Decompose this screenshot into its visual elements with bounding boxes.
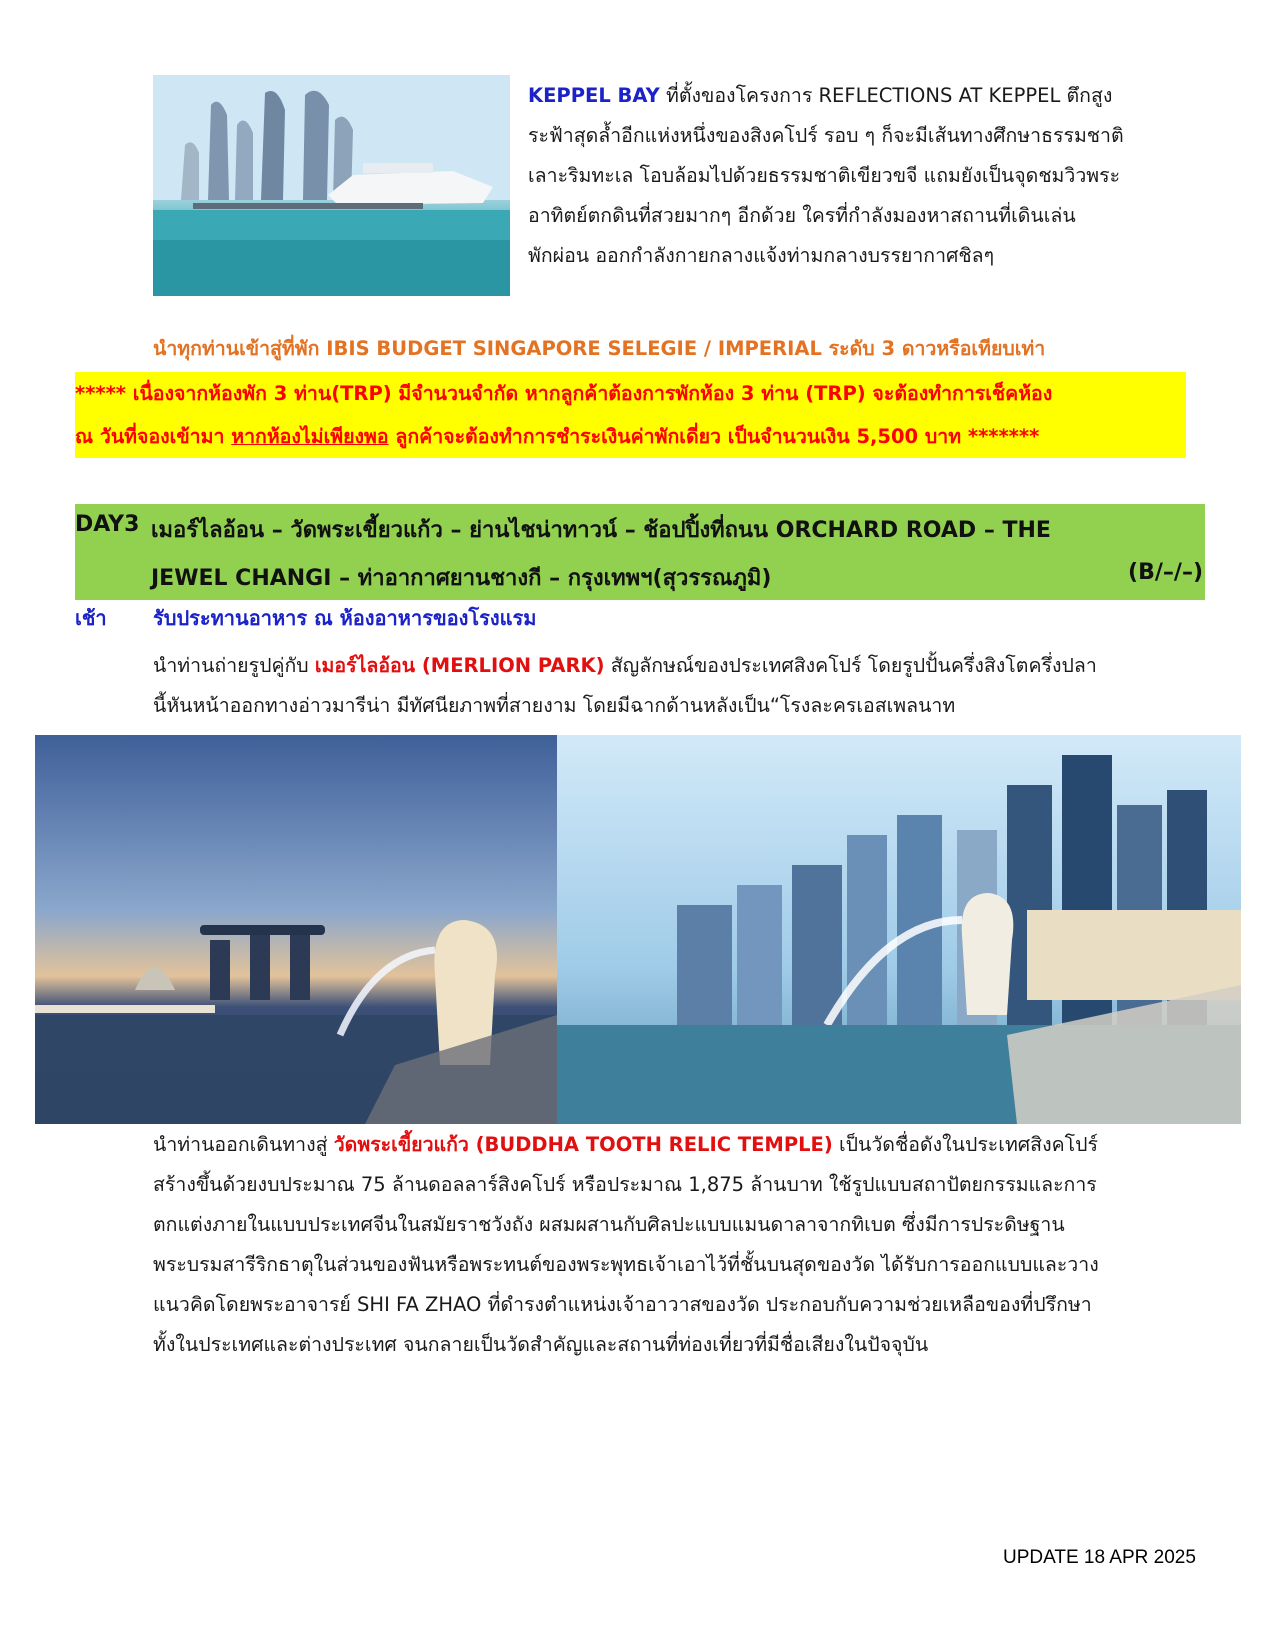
merlion-text-start: นำท่านถ่ายรูปคู่กับ [153, 654, 315, 677]
temple-line: ตกแต่งภายในแบบประเทศจีนในสมัยราชวังถัง ผสมผสานกับศิลปะแบบแมนดาลาจากทิเบต ซึ่งมีการประดิษฐาน [153, 1213, 1065, 1236]
merlion-skyline-photo [557, 735, 1241, 1124]
temple-line: แนวคิดโดยพระอาจารย์ SHI FA ZHAO ที่ดำรงตำแหน่งเจ้าอาวาสของวัด ประกอบกับความช่วยเหลือของที่ปรึกษา [153, 1293, 1092, 1316]
keppel-line: อาทิตย์ตกดินที่สวยมากๆ อีกด้วย ใครที่กำลังมองหาสถานที่เดินเล่น [528, 204, 1076, 227]
notice-underlined: หากห้องไม่เพียงพอ [231, 425, 389, 448]
update-date: UPDATE 18 APR 2025 [1003, 1547, 1196, 1568]
temple-text-end: เป็นวัดชื่อดังในประเทศสิงคโปร์ [832, 1133, 1098, 1156]
temple-text-start: นำท่านออกเดินทางสู่ [153, 1133, 334, 1156]
merlion-highlight: เมอร์ไลอ้อน (MERLION PARK) [314, 654, 605, 677]
keppel-line: ที่ตั้งของโครงการ REFLECTIONS AT KEPPEL ตึกสูง [659, 84, 1113, 107]
keppel-bay-title: KEPPEL BAY [528, 84, 660, 107]
keppel-line: ระฟ้าสุดล้ำอีกแห่งหนึ่งของสิงคโปร์ รอบ ๆ ก็จะมีเส้นทางศึกษาธรรมชาติ [528, 124, 1124, 147]
keppel-line: พักผ่อน ออกกำลังกายกลางแจ้งท่ามกลางบรรยากาศชิลๆ [528, 244, 995, 267]
temple-line: พระบรมสารีริกธาตุในส่วนของฟันหรือพระทนต์ของพระพุทธเจ้าเอาไว้ที่ชั้นบนสุดของวัด ได้รับการออกแบบและวาง [153, 1253, 1099, 1276]
notice-line-2-end: ลูกค้าจะต้องทำการชำระเงินค่าพักเดี่ยว เป็นจำนวนเงิน 5,500 บาท ******* [388, 425, 1040, 448]
merlion-sunset-photo [35, 735, 557, 1124]
temple-line: สร้างขึ้นด้วยงบประมาณ 75 ล้านดอลลาร์สิงคโปร์ หรือประมาณ 1,875 ล้านบาท ใช้รูปแบบสถาปัตยกรรมและการ [153, 1173, 1097, 1196]
day-title-line-2: JEWEL CHANGI – ท่าอากาศยานชางกี – กรุงเทพฯ(สุวรรณภูมิ) [151, 566, 772, 591]
notice-line-2 [75, 415, 1186, 458]
hotel-info: นำทุกท่านเข้าสู่ที่พัก IBIS BUDGET SINGAPORE SELEGIE / IMPERIAL ระดับ 3 ดาวหรือเทียบเท่า [153, 337, 1046, 360]
merlion-text-end: สัญลักษณ์ของประเทศสิงคโปร์ โดยรูปปั้นครึ่งสิงโตครึ่งปลา [604, 654, 1097, 677]
merlion-line-2: นี้หันหน้าออกทางอ่าวมารีน่า มีทัศนียภาพที่สายงาม โดยมีฉากด้านหลังเป็น“โรงละครเอสเพลนาท [153, 694, 956, 717]
notice-line-2-start: ณ วันที่จองเข้ามา [75, 425, 232, 448]
temple-description [153, 1125, 1200, 1365]
day-meals: (B/–/–) [1128, 560, 1203, 585]
temple-line: ทั้งในประเทศและต่างประเทศ จนกลายเป็นวัดสำคัญและสถานที่ท่องเที่ยวที่มีชื่อเสียงในปัจจุบัน [153, 1333, 929, 1356]
keppel-line: เลาะริมทะเล โอบล้อมไปด้วยธรรมชาติเขียวขจี แถมยังเป็นจุดชมวิวพระ [528, 164, 1121, 187]
morning-meal: รับประทานอาหาร ณ ห้องอาหารของโรงแรม [153, 606, 537, 630]
day-header [75, 504, 1205, 600]
temple-highlight: วัดพระเขี้ยวแก้ว (BUDDHA TOOTH RELIC TEMPLE) [333, 1133, 833, 1156]
day-label: DAY3 [75, 512, 140, 537]
keppel-bay-description [528, 76, 1200, 276]
keppel-bay-photo [153, 75, 510, 296]
notice-line-1: ***** เนื่องจากห้องพัก 3 ท่าน(TRP) มีจำนวนจำกัด หากลูกค้าต้องการพักห้อง 3 ท่าน (TRP) จะต้องทำการเช็คห้อง [75, 382, 1053, 405]
triple-room-notice [75, 372, 1186, 458]
keppel-bay-illustration [153, 75, 510, 296]
merlion-description [153, 646, 1200, 726]
morning-label: เช้า [75, 606, 107, 630]
day-title-line-1: เมอร์ไลอ้อน – วัดพระเขี้ยวแก้ว – ย่านไชน่าทาวน์ – ช้อปปิ้งที่ถนน ORCHARD ROAD – THE [151, 518, 1051, 543]
merlion-sunset-illustration [35, 735, 557, 1124]
merlion-skyline-illustration [557, 735, 1241, 1124]
